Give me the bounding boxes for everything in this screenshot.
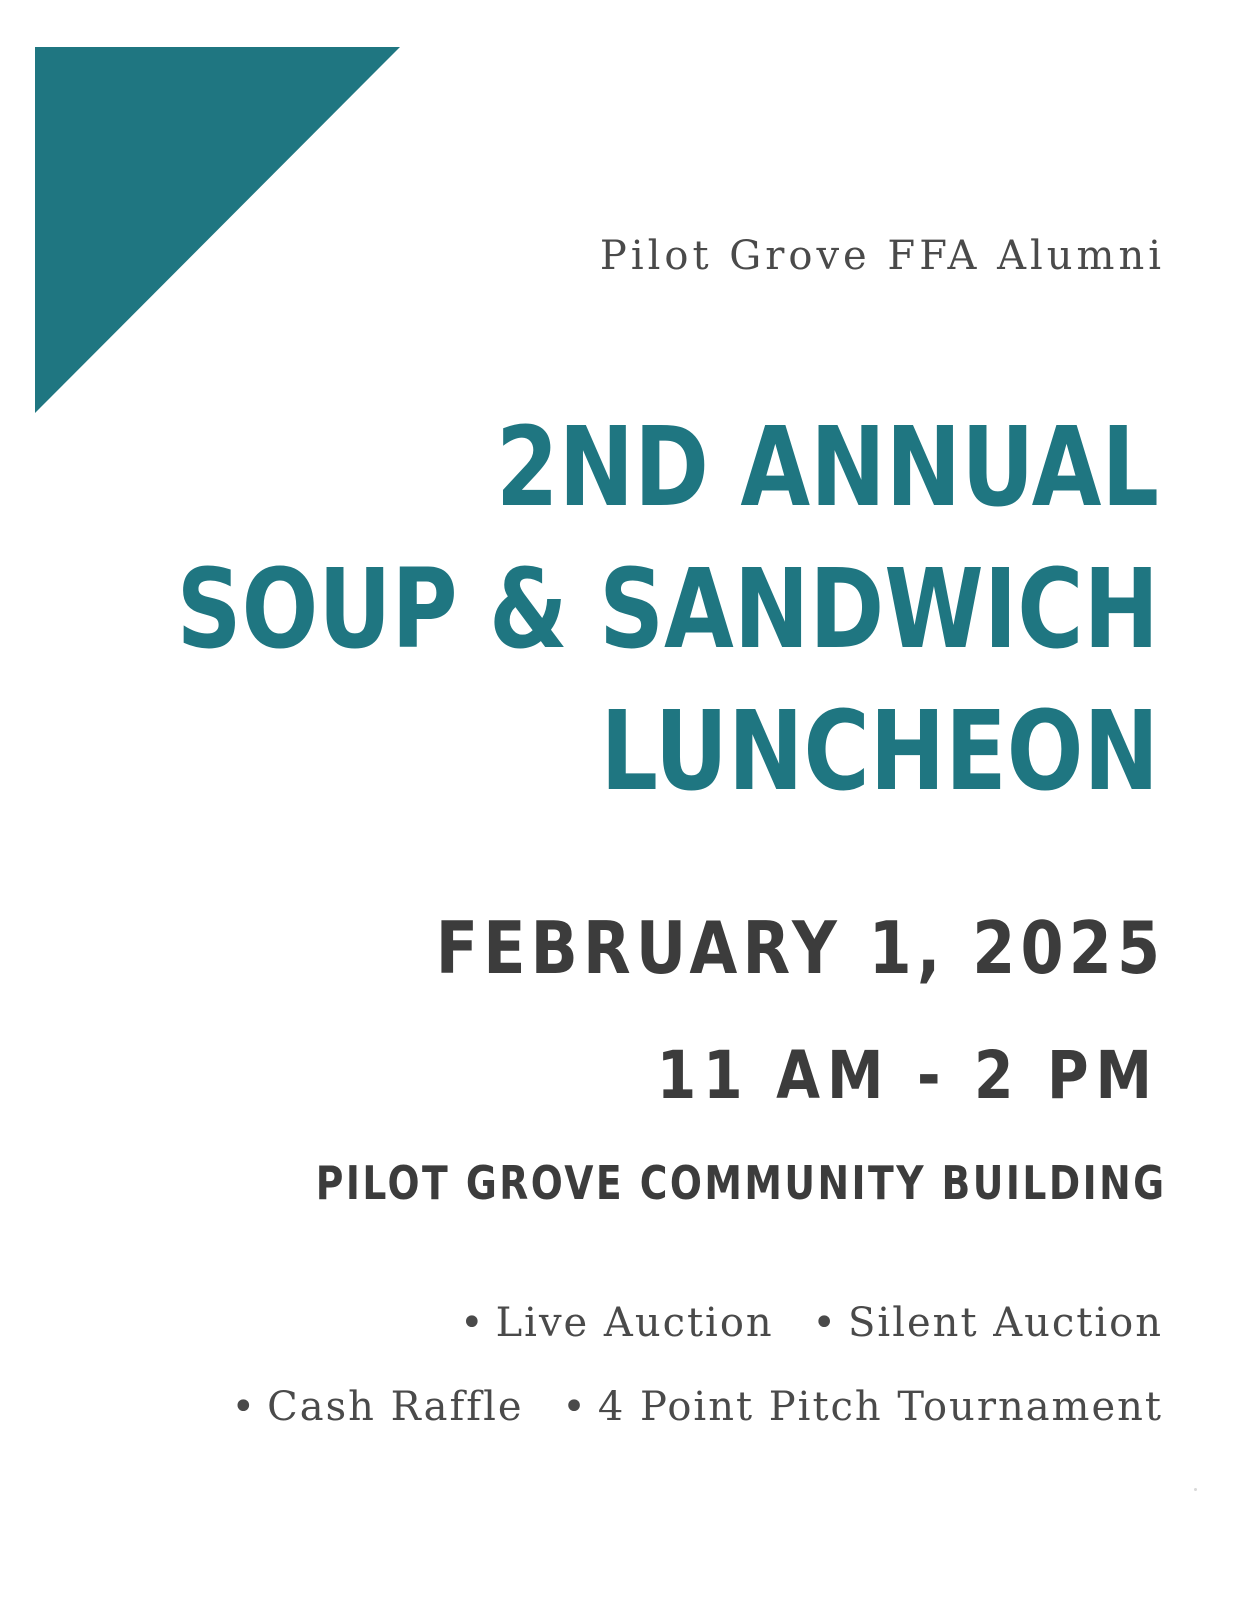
- activity-item: 4 Point Pitch Tournament: [597, 1384, 1163, 1430]
- bullet-icon: •: [562, 1384, 588, 1430]
- activity-item: Cash Raffle: [267, 1384, 524, 1430]
- corner-triangle-decoration: [35, 47, 400, 413]
- event-headline: [177, 396, 1159, 822]
- organization-name: Pilot Grove FFA Alumni: [599, 233, 1165, 279]
- headline-line-1: 2ND ANNUAL: [495, 403, 1160, 531]
- bullet-icon: •: [460, 1300, 486, 1346]
- activity-item: Live Auction: [495, 1300, 774, 1346]
- event-time: 11 AM - 2 PM: [656, 1037, 1159, 1114]
- bullet-icon: •: [812, 1300, 839, 1346]
- activities-row-2: [208, 1377, 1163, 1461]
- activity-item: Silent Auction: [848, 1300, 1163, 1346]
- activities-list: [208, 1293, 1163, 1461]
- event-location: PILOT GROVE COMMUNITY BUILDING: [316, 1156, 1167, 1210]
- bullet-icon: •: [231, 1384, 258, 1430]
- headline-line-3: LUNCHEON: [600, 687, 1159, 815]
- event-date: FEBRUARY 1, 2025: [435, 906, 1165, 990]
- activities-row-1: [208, 1293, 1163, 1377]
- scan-speck-decoration: [1194, 1488, 1197, 1491]
- headline-line-2: SOUP & SANDWICH: [176, 545, 1159, 673]
